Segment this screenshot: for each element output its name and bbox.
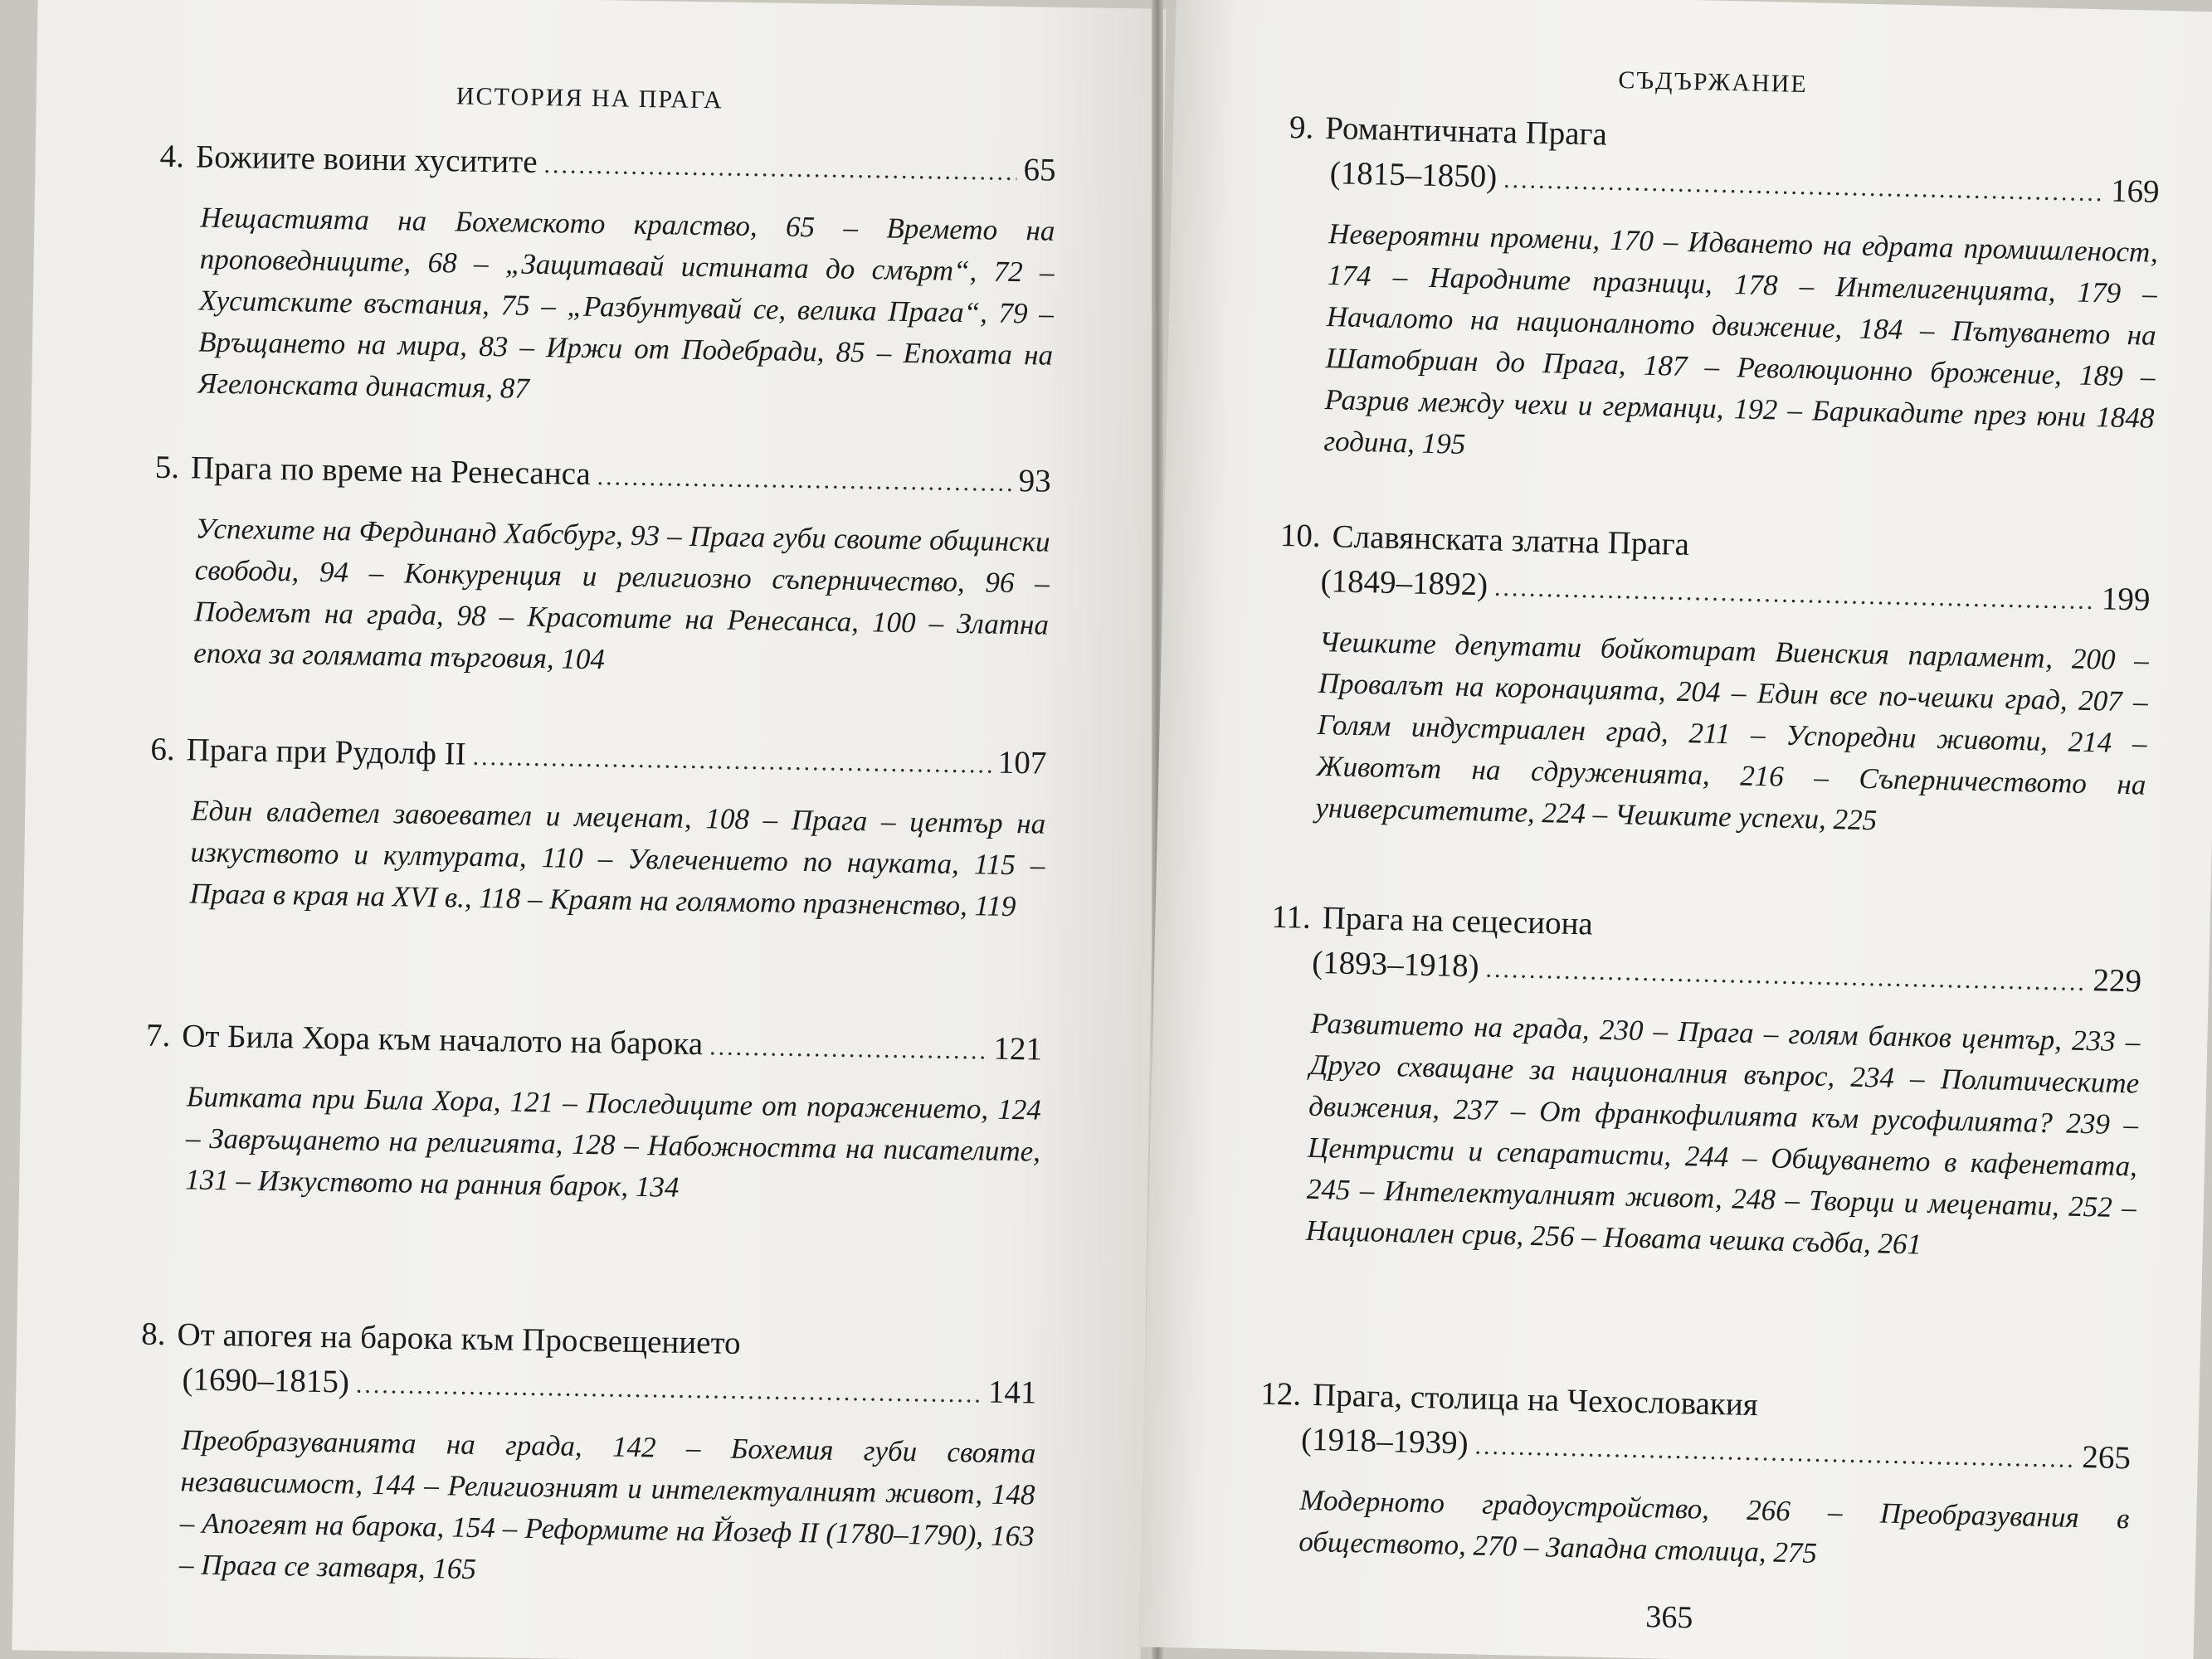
dot-leader	[709, 1024, 987, 1073]
chapter-page-number: 229	[2093, 962, 2142, 1000]
chapter-page-number: 121	[993, 1030, 1043, 1068]
chapter-number: 4.	[159, 138, 185, 175]
dot-leader	[1485, 947, 2087, 1005]
chapter-number: 9.	[1289, 109, 1314, 146]
chapter-summary: Един владетел завоевател и меценат, 108 – Прага – център на изкуството и културата, 110 – Увлечението по науката, 115 – Прага в края на XVI в., 118 – Краят на голямото празненство, 119	[189, 794, 1046, 923]
chapter-summary: Преобразуванията на града, 142 – Бохемия губи своята независимост, 144 – Религиозният и интелектуалният живот, 148 – Апогеят на барока, 154 – Реформите на Йозеф II (1780–1790), 163 – Прага се затваря, 165	[178, 1423, 1036, 1585]
chapter-title: От Била Хора към началото на барока	[181, 1018, 704, 1063]
chapter-number: 11.	[1270, 898, 1312, 936]
toc-entry-chapter-11	[1264, 895, 2142, 1271]
toc-entry-chapter-5	[152, 445, 1051, 688]
chapter-title: Прага при Рудолф II	[186, 732, 467, 772]
chapter-years: (1849–1892)	[1320, 562, 1488, 603]
dot-leader	[1493, 566, 2095, 624]
toc-entry-chapter-10	[1274, 513, 2151, 848]
dot-leader	[1474, 1423, 2076, 1481]
chapter-summary: Битката при Била Хора, 121 – Последиците от поражението, 124 – Завръщането на религията, 128 – Набожността на писателите, 131 – Изкуството на ранния барок, 134	[185, 1080, 1042, 1204]
chapter-page-number: 265	[2081, 1439, 2132, 1477]
chapter-number: 7.	[145, 1017, 171, 1054]
page-folio-number: 365	[1644, 1599, 1693, 1636]
chapter-years: (1815–1850)	[1329, 155, 1498, 195]
chapter-years: (1690–1815)	[182, 1361, 350, 1400]
chapter-summary: Невероятни промени, 170 – Идването на едрата промишленост, 174 – Народните празници, 178 – Интелигенцията, 179 – Началото на националното движение, 184 – Пътуването на Шатобриан до Прага, 187 – Революционно брожение, 189 – Разрив между чехи и германци, 192 – Барикадите през юни 1848 година, 195	[1323, 217, 2159, 460]
chapter-page-number: 169	[2110, 173, 2161, 210]
chapter-number: 12.	[1259, 1375, 1302, 1413]
chapter-title: Прага, столица на Чехословакия	[1312, 1377, 1759, 1423]
toc-entry-chapter-7	[144, 1014, 1042, 1214]
chapter-summary: Чешките депутати бойкотират Виенския парламент, 200 – Провалът на коронацията, 204 – Един все по-чешки град, 207 – Голям индустриален град, 211 – Успоредни животи, 214 – Животът на сдруженията, 216 – Съперничеството на университетите, 224 – Чешките успехи, 225	[1315, 625, 2150, 837]
toc-entry-chapter-9	[1282, 105, 2161, 481]
right-page	[1138, 0, 2212, 1659]
dot-leader	[543, 143, 1017, 195]
chapter-title: Славянската златна Прага	[1332, 518, 1690, 563]
chapter-title: Прага на сецесиона	[1322, 900, 1594, 942]
chapter-summary: Успехите на Фердинанд Хабсбург, 93 – Прага губи своите общински свободи, 94 – Конкуренция и религиозно съперничество, 96 – Подемът на града, 98 – Красотите на Ренесанса, 100 – Златна епоха за голямата търговия, 104	[192, 512, 1050, 676]
dot-leader	[356, 1363, 982, 1418]
chapter-number: 5.	[154, 449, 180, 486]
chapter-number: 10.	[1279, 517, 1322, 554]
chapter-title: Прага по време на Ренесанса	[190, 450, 592, 492]
chapter-summary: Нещастията на Бохемското кралство, 65 – Времето на проповедниците, 68 – „Защитавай истината до смърт“, 72 – Хуситските въстания, 75 – „Разбунтувай се, велика Прага“, 79 – Връщането на мира, 83 – Иржи от Подебради, 85 – Епохата на Ягелонската династия, 87	[197, 201, 1055, 405]
chapter-page-number: 93	[1018, 463, 1052, 499]
chapter-page-number: 107	[997, 744, 1047, 781]
running-head-left: ИСТОРИЯ НА ПРАГА	[456, 82, 724, 114]
toc-entry-chapter-6	[148, 727, 1046, 928]
chapter-page-number: 199	[2101, 581, 2151, 618]
chapter-summary: Модерното градоустройство, 266 – Преобразувания в обществото, 270 – Западна столица, 275	[1298, 1483, 2130, 1569]
dot-leader	[1503, 158, 2105, 216]
toc-entry-chapter-8	[138, 1312, 1038, 1599]
chapter-number: 6.	[150, 731, 176, 768]
running-head-right: СЪДЪРЖАНИЕ	[1618, 66, 1809, 99]
toc-entry-chapter-4	[156, 134, 1056, 418]
chapter-number: 8.	[141, 1316, 166, 1353]
dot-leader	[597, 455, 1012, 506]
chapter-title: От апогея на барока към Просвещението	[177, 1316, 741, 1361]
chapter-years: (1893–1918)	[1311, 944, 1480, 985]
dot-leader	[472, 735, 992, 788]
chapter-page-number: 65	[1023, 152, 1056, 188]
chapter-title: Божиите воини хуситите	[195, 139, 538, 180]
chapter-page-number: 141	[987, 1374, 1037, 1411]
chapter-title: Романтичната Прага	[1324, 109, 1608, 153]
toc-entry-chapter-12	[1257, 1372, 2132, 1582]
left-page	[12, 0, 1166, 1659]
chapter-years: (1918–1939)	[1300, 1421, 1469, 1462]
chapter-summary: Развитието на града, 230 – Прага – голям банков център, 233 – Друго схващане за националния въпрос, 234 – Политическите движения, 237 – От франкофилията към русофилията? 239 – Центристи и сепаратисти, 244 – Общуването в кафенетата, 245 – Интелектуалният живот, 248 – Творци и меценати, 252 – Национален срив, 256 – Новата чешка съдба, 261	[1305, 1006, 2141, 1261]
